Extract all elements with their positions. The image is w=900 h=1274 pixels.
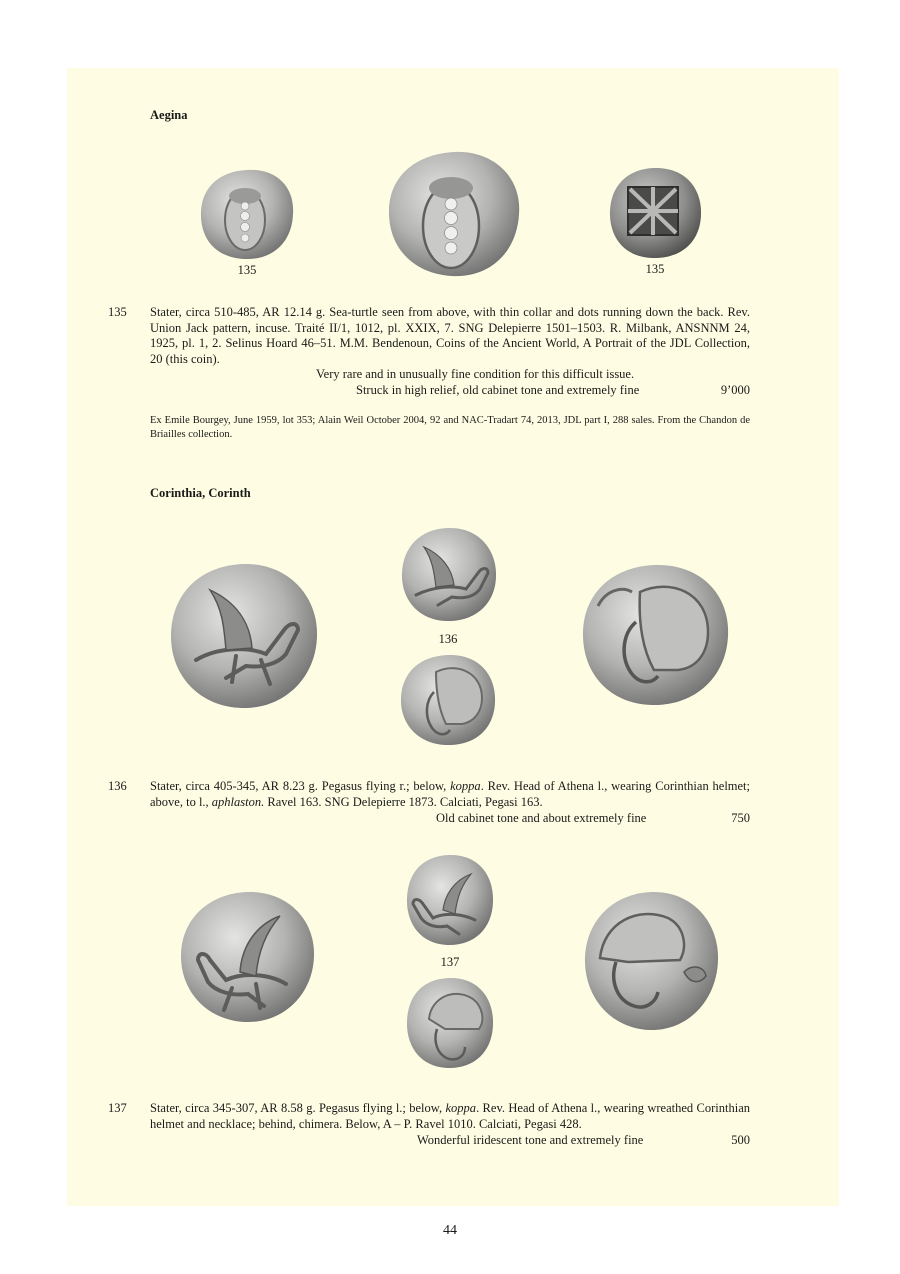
coin-136-reverse-large — [578, 562, 732, 708]
coin-135-obverse-large — [384, 148, 524, 280]
description-segment: . Rev. Head of Athena l., wearing wreathed Corinthian helmet and necklace; behind, chimera. Below, A – P. Ravel 1010. Calciati, Pegasi 428. — [150, 1101, 751, 1131]
coin-137-reverse-small — [403, 975, 497, 1071]
page-number: 44 — [443, 1223, 457, 1238]
coin-136-obverse-large — [166, 560, 322, 712]
lot-price-137: 500 — [731, 1133, 750, 1147]
description-segment: koppa — [450, 779, 481, 793]
lot-grade-135-line1: Very rare and in unusually fine condition for this difficult issue. — [316, 367, 635, 381]
lot-description-135 — [150, 305, 750, 367]
description-segment: . Rev. Head of Athena l., wearing Corinthian helmet; above, to l., — [150, 779, 751, 809]
coin-135-reverse — [606, 165, 704, 261]
caption-137: 137 — [440, 955, 460, 969]
caption-135-right: 135 — [645, 262, 665, 276]
coin-137-obverse-small — [403, 852, 497, 948]
lot-number-136: 136 — [108, 779, 127, 793]
coin-136-obverse-small — [398, 525, 500, 625]
coin-137-reverse-large — [580, 888, 722, 1034]
lot-description-137 — [150, 1101, 750, 1132]
caption-136: 136 — [438, 632, 458, 646]
caption-135-left: 135 — [237, 263, 257, 277]
description-segment: Stater, circa 345-307, AR 8.58 g. Pegasus flying l.; below, — [150, 1101, 446, 1115]
description-segment: koppa — [445, 1101, 477, 1115]
coin-137-obverse-large — [176, 888, 318, 1026]
section-title-aegina: Aegina — [150, 108, 188, 122]
lot-grade-136: Old cabinet tone and about extremely fine — [436, 811, 647, 825]
description-segment: Stater, circa 405-345, AR 8.23 g. Pegasus flying r.; below, — [150, 779, 451, 793]
lot-number-135: 135 — [108, 305, 127, 319]
lot-provenance-135: Ex Emile Bourgey, June 1959, lot 353; Alain Weil October 2004, 92 and NAC-Tradart 74, 2013, JDL part I, 288 sales. From the Chandon de Briailles collection. — [150, 415, 750, 440]
lot-grade-135-line2: Struck in high relief, old cabinet tone and extremely fine — [356, 383, 640, 397]
description-segment: aphlaston. — [211, 794, 265, 809]
lot-price-136: 750 — [731, 811, 750, 825]
description-segment: Ravel 163. SNG Delepierre 1873. Calciati, Pegasi 163. — [264, 794, 543, 809]
section-title-corinth: Corinthia, Corinth — [150, 486, 251, 500]
lot-price-135: 9’000 — [720, 383, 750, 397]
lot-number-137: 137 — [108, 1101, 127, 1115]
coin-135-obverse-small — [197, 166, 297, 262]
coin-136-reverse-small — [396, 652, 500, 748]
lot-grade-137: Wonderful iridescent tone and extremely fine — [417, 1133, 644, 1147]
description-segment: Stater, circa 510-485, AR 12.14 g. Sea-turtle seen from above, with thin collar and dots running down the back. Rev. Union Jack pattern, incuse. Traité II/1, 1012, pl. XXIX, 7. SNG Delepierre 1501–1503. R. Milbank, ANSNNM 24, 1925, pl. 1, 2. Selinus Hoard 46–51. M.M. Bendenoun, Coins of the Ancient World, A Portrait of the JDL Collection, 20 (this coin). — [150, 305, 750, 366]
lot-description-136 — [150, 779, 750, 810]
